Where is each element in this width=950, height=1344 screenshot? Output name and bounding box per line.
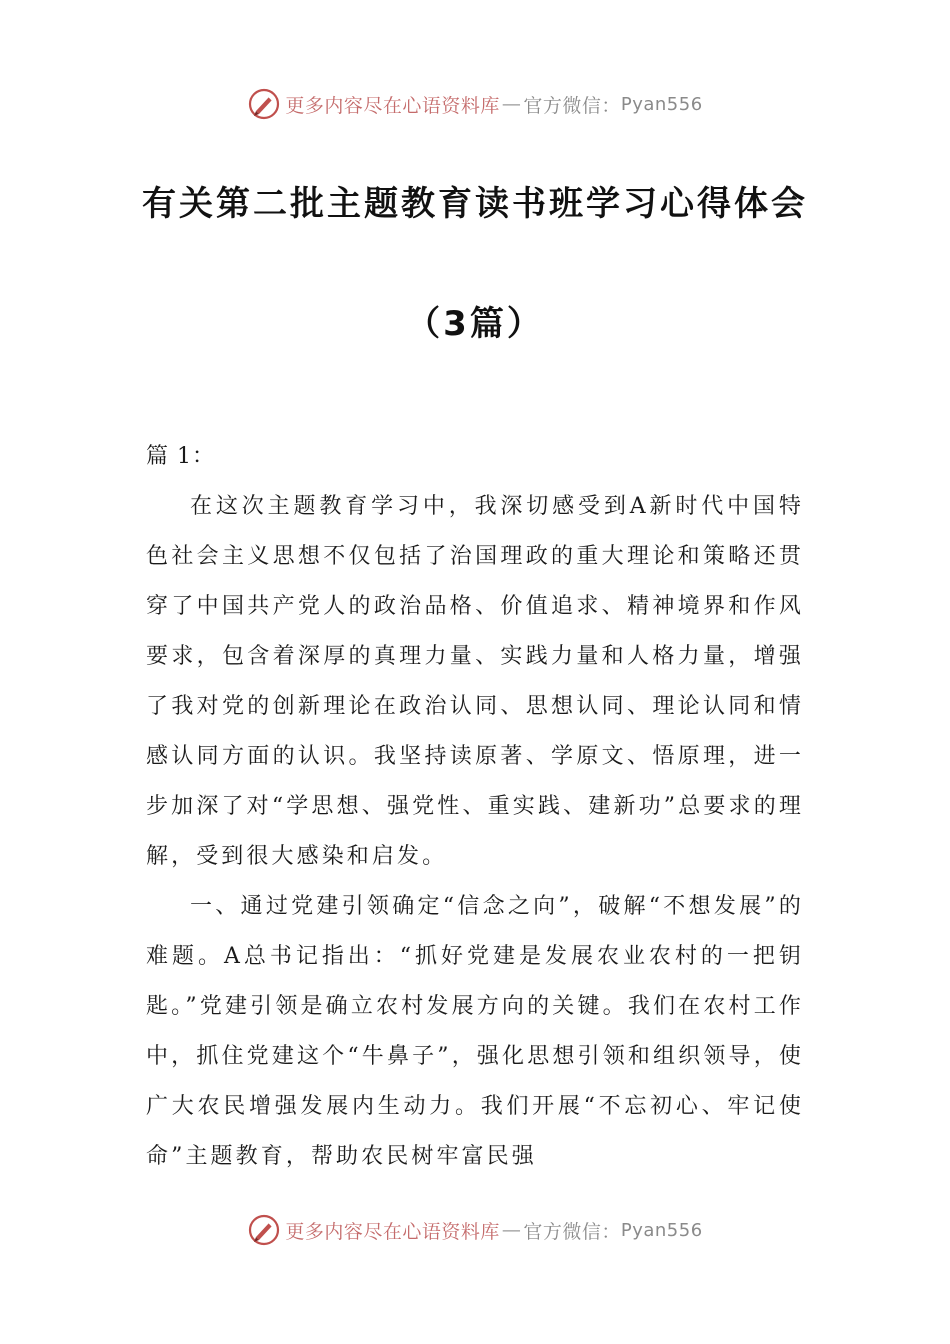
document-subtitle: （3篇） [406, 304, 544, 344]
body-paragraph: 一、通过党建引领确定“信念之向”，破解“不想发展”的难题。A总书记指出：“抓好党建是发展农业农村的一把钥匙。”党建引领是确立农村发展方向的关键。我们在农村工作中，抓住党建这个“牛鼻子”，强化思想引领和组织领导，使广大农民增强发展内生动力。我们开展“不忘初心、牢记使命”主题教育，帮助农民树牢富民强 [146, 894, 804, 1169]
body-paragraph: 在这次主题教育学习中，我深切感受到A新时代中国特色社会主义思想不仅包括了治国理政的重大理论和策略还贯穿了中国共产党人的政治品格、价值追求、精神境界和作风要求，包含着深厚的真理力量、实践力量和人格力量，增强了我对党的创新理论在政治认同、思想认同、理论认同和情感认同方面的认识。我坚持读原著、学原文、悟原理，进一步加深了对“学思想、强党性、重实践、建新功”总要求的理解，受到很大感染和启发。 [146, 494, 804, 869]
banner-brand-text: 更多内容尽在心语资料库 [285, 1220, 500, 1243]
document-body [146, 432, 804, 1182]
pen-logo-icon [247, 1213, 281, 1247]
pen-logo-icon [247, 87, 281, 121]
banner-wechat-label: 官方微信： [523, 1220, 621, 1243]
banner-wechat-label: 官方微信： [523, 94, 621, 117]
header-banner [0, 84, 950, 124]
section-label: 篇 1： [146, 444, 215, 469]
banner-wechat-id: Pyan556 [620, 93, 703, 115]
footer-banner [0, 1210, 950, 1250]
document-title: 有关第二批主题教育读书班学习心得体会 [142, 184, 808, 224]
banner-wechat-id: Pyan556 [620, 1219, 703, 1241]
banner-separator: — [501, 1219, 522, 1241]
banner-separator: — [501, 93, 522, 115]
banner-brand-text: 更多内容尽在心语资料库 [285, 94, 500, 117]
